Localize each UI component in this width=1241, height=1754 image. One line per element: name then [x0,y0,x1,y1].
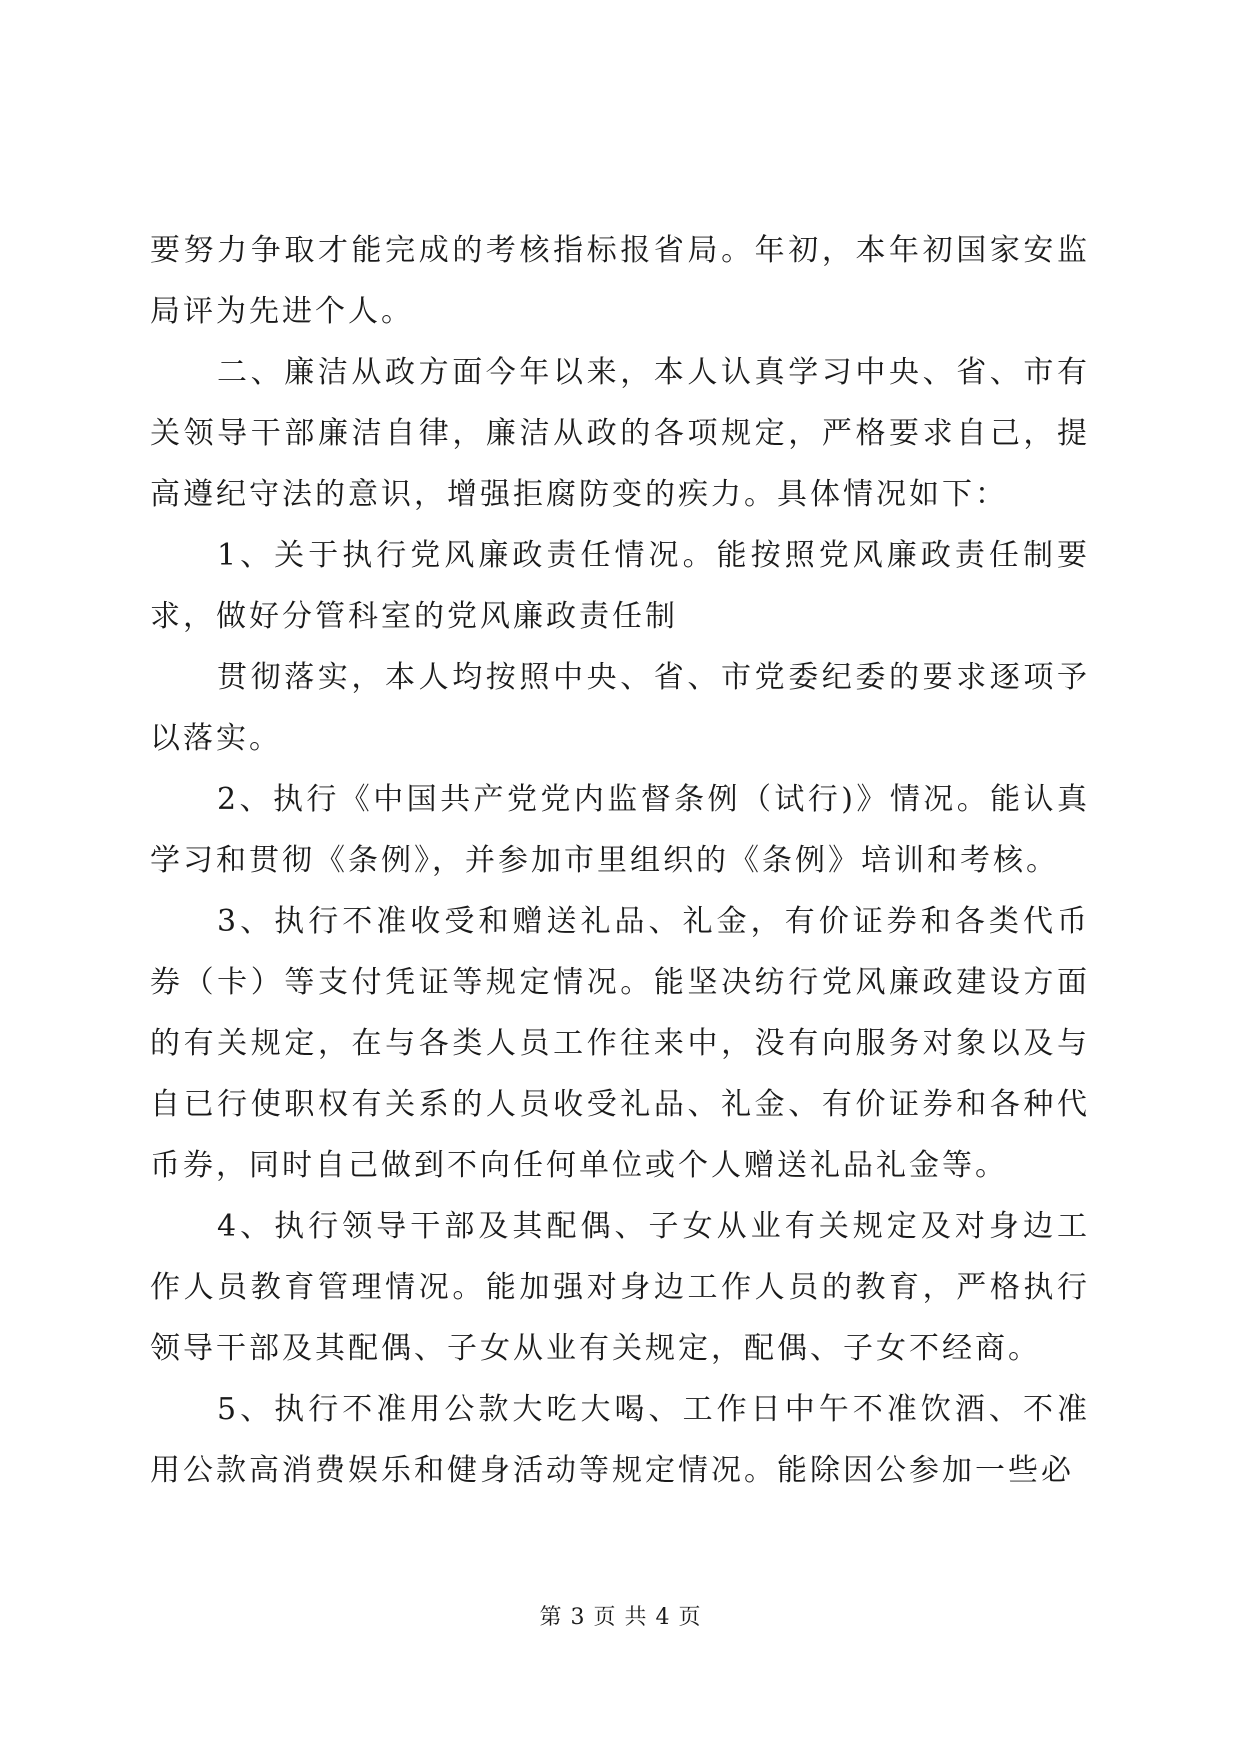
paragraph-item-5: 5、执行不准用公款大吃大喝、工作日中午不准饮酒、不准用公款高消费娱乐和健身活动等规定情况。能除因公参加一些必 [150,1392,1090,1488]
page-number-footer: 第 3 页 共 4 页 [539,1605,702,1630]
paragraph-item-1-continued: 贯彻落实，本人均按照中央、省、市党委纪委的要求逐项予以落实。 [150,660,1090,756]
paragraph-item-4: 4、执行领导干部及其配偶、子女从业有关规定及对身边工作人员教育管理情况。能加强对身边工作人员的教育，严格执行领导干部及其配偶、子女从业有关规定，配偶、子女不经商。 [150,1209,1090,1366]
document-body [150,220,1090,1501]
paragraph-continuation: 要努力争取才能完成的考核指标报省局。年初，本年初国家安监局评为先进个人。 [150,233,1090,329]
paragraph-item-1: 1、关于执行党风廉政责任情况。能按照党风廉政责任制要求，做好分管科室的党风廉政责任制 [150,538,1090,634]
paragraph-item-2: 2、执行《中国共产党党内监督条例（试行)》情况。能认真学习和贯彻《条例》，并参加市里组织的《条例》培训和考核。 [150,782,1090,878]
paragraph-section-2-intro: 二、廉洁从政方面今年以来，本人认真学习中央、省、市有关领导干部廉洁自律，廉洁从政的各项规定，严格要求自己，提高遵纪守法的意识，增强拒腐防变的疾力。具体情况如下： [150,355,1090,512]
paragraph-item-3: 3、执行不准收受和赠送礼品、礼金，有价证券和各类代币券（卡）等支付凭证等规定情况。能坚决纺行党风廉政建设方面的有关规定，在与各类人员工作往来中，没有向服务对象以及与自已行使职权有关系的人员收受礼品、礼金、有价证券和各种代币券，同时自己做到不向任何单位或个人赠送礼品礼金等。 [150,904,1090,1183]
